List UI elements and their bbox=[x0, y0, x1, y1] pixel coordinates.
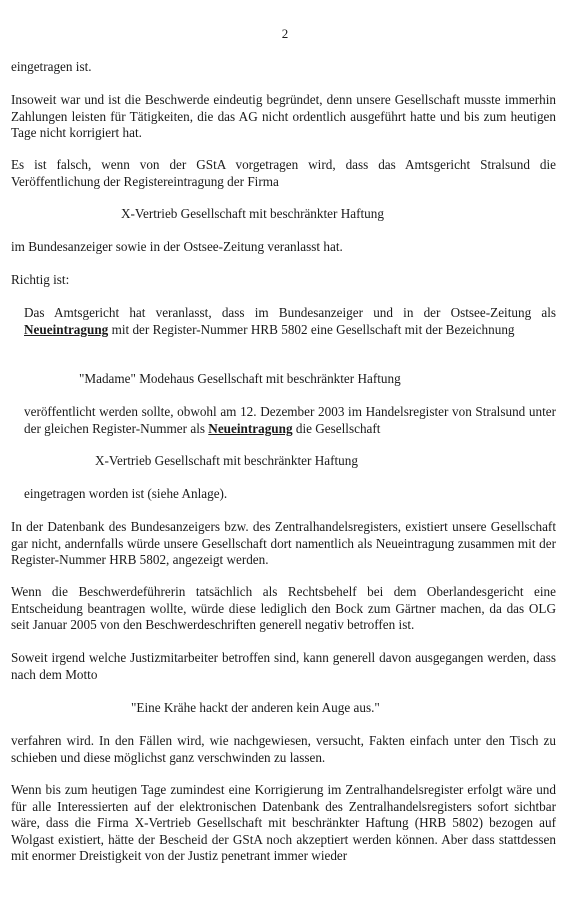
paragraph-text: veröffentlicht werden sollte, obwohl am 12. Dezember 2003 im Handelsregister von Stralsund unter der gleichen Register-Nummer als bbox=[24, 404, 556, 436]
paragraph-publication: im Bundesanzeiger sowie in der Ostsee-Zeitung veranlasst hat. bbox=[11, 239, 343, 254]
emphasis-new-registration: Neueintragung bbox=[24, 321, 109, 337]
paragraph-complainant: Wenn die Beschwerdeführerin tatsächlich als Rechtsbehelf bei dem Oberlandesgericht eine Entscheidung beantragen wollte, würde diese lediglich den Bock zum Gärtner machen, da das OLG seit Januar 2005 von den Beschwerdeschriften generell negativ betroffen ist. bbox=[11, 584, 556, 633]
paragraph-text: Das Amtsgericht hat veranlasst, dass im Bundesanzeiger und in der Ostsee-Zeitung als bbox=[24, 305, 556, 320]
paragraph-procedure: verfahren wird. In den Fällen wird, wie nachgewiesen, versucht, Fakten einfach unter den Tisch zu schieben und diese möglichst ganz verschwinden zu lassen. bbox=[11, 733, 556, 765]
company-name-madame: "Madame" Modehaus Gesellschaft mit beschränkter Haftung bbox=[79, 371, 401, 386]
paragraph-continuation: eingetragen ist. bbox=[11, 59, 92, 74]
paragraph-published bbox=[24, 404, 556, 437]
paragraph-gsta-claim: Es ist falsch, wenn von der GStA vorgetragen wird, dass das Amtsgericht Stralsund die Veröffentlichung der Registereintragung der Firma bbox=[11, 157, 556, 189]
paragraph-correct-is: Richtig ist: bbox=[11, 272, 70, 287]
emphasis-new-registration: Neueintragung bbox=[208, 420, 293, 436]
paragraph-correction: Wenn bis zum heutigen Tage zumindest eine Korrigierung im Zentralhandelsregister erfolgt wäre und für alle Interessierten auf der elektronischen Datenbank des Zentralhandelsregisters sofort sichtbar wäre, dass die Firma X-Vertrieb Gesellschaft mit beschränkter Haftung (HRB 5802) bezogen auf Wolgast existiert, hätte der Bescheid der GStA noch akzeptiert werden können. Aber dass stattdessen mit enormer Dreistigkeit von der Justiz penetrant immer wieder bbox=[11, 782, 556, 864]
paragraph-complaint-justified: Insoweit war und ist die Beschwerde eindeutig begründet, denn unsere Gesellschaft musste immerhin Zahlungen leisten für Tätigkeiten, die das AG nicht ordentlich ausgeführt hatte und bis zum heutigen Tage nicht korrigiert hat. bbox=[11, 92, 556, 141]
motto-quote: "Eine Krähe hackt der anderen kein Auge aus." bbox=[131, 700, 380, 715]
paragraph-justice-staff: Soweit irgend welche Justizmitarbeiter betroffen sind, kann generell davon ausgegangen werden, dass nach dem Motto bbox=[11, 650, 556, 682]
paragraph-database: In der Datenbank des Bundesanzeigers bzw. des Zentralhandelsregisters, existiert unsere Gesellschaft gar nicht, andernfalls würde unsere Gesellschaft dort namentlich als Neueintragung zusammen mit der Register-Nummer HRB 5802, angezeigt werden. bbox=[11, 519, 556, 568]
paragraph-text: die Gesellschaft bbox=[295, 420, 381, 436]
page-number: 2 bbox=[281, 26, 289, 41]
paragraph-court-arranged bbox=[24, 305, 556, 338]
paragraph-text: mit der Register-Nummer HRB 5802 eine Gesellschaft mit der Bezeichnung bbox=[111, 321, 515, 337]
company-name-x-vertrieb: X-Vertrieb Gesellschaft mit beschränkter Haftung bbox=[121, 206, 384, 221]
paragraph-registered: eingetragen worden ist (siehe Anlage). bbox=[24, 486, 228, 501]
company-name-x-vertrieb-2: X-Vertrieb Gesellschaft mit beschränkter Haftung bbox=[95, 453, 358, 468]
